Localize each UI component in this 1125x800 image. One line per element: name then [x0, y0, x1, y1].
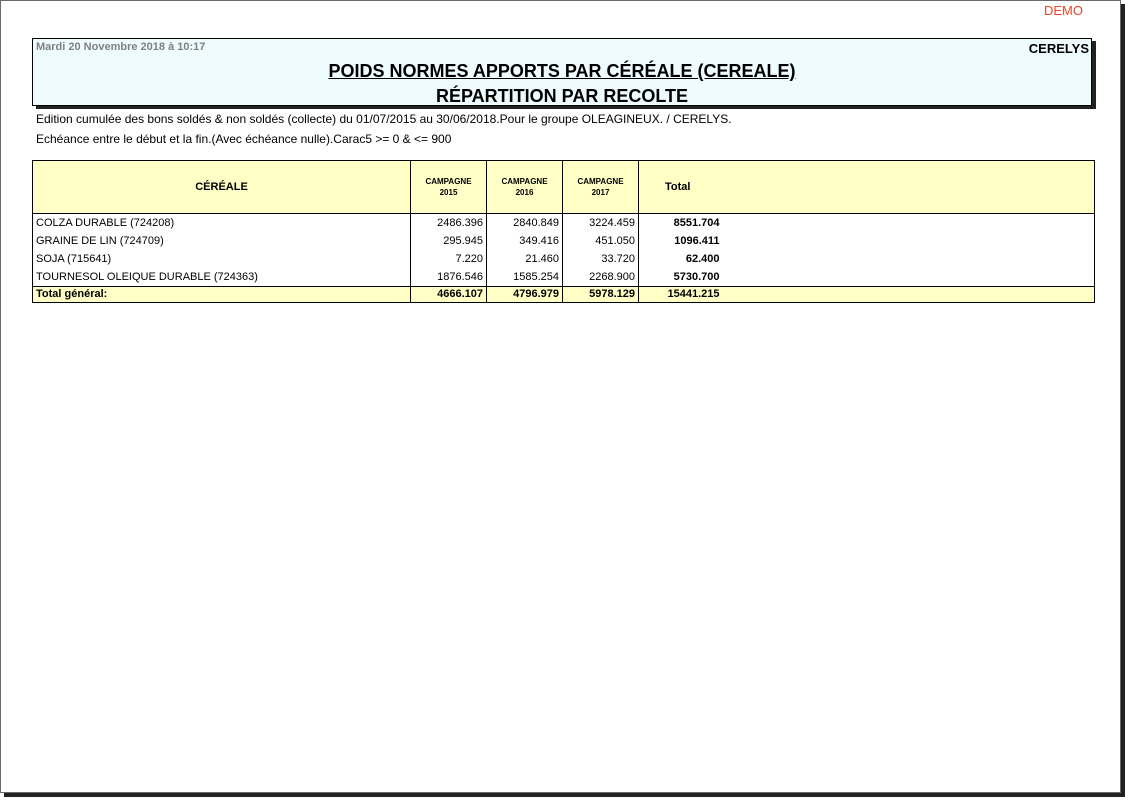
column-header-campagne-2016 — [487, 161, 563, 214]
column-header-campagne-2017 — [563, 161, 639, 214]
table-row — [33, 250, 1095, 268]
column-header-campagne-2015-line2: 2015 — [439, 188, 458, 197]
grand-total-2015: 4666.107 — [411, 287, 487, 303]
grand-total-value: 15441.215 — [639, 287, 720, 303]
column-header-cereale: CÉRÉALE — [33, 161, 411, 214]
grand-total-row — [33, 287, 1095, 303]
column-header-campagne-2017-line2: 2017 — [591, 188, 610, 197]
report-subtitle: RÉPARTITION PAR RECOLTE — [436, 86, 688, 106]
grand-total-2016: 4796.979 — [487, 287, 563, 303]
column-header-total: Total — [639, 161, 720, 214]
cell-filler — [720, 268, 1095, 287]
cell-campagne-2017: 3224.459 — [563, 214, 639, 233]
cell-campagne-2015: 295.945 — [411, 232, 487, 250]
cell-total: 8551.704 — [639, 214, 720, 233]
table-header-row — [33, 161, 1095, 214]
column-header-campagne-2016-line1: CAMPAGNE — [501, 177, 548, 186]
cell-cereale: TOURNESOL OLEIQUE DURABLE (724363) — [33, 268, 411, 287]
column-header-campagne-2015 — [411, 161, 487, 214]
cell-campagne-2017: 2268.900 — [563, 268, 639, 287]
cell-campagne-2016: 21.460 — [487, 250, 563, 268]
cell-campagne-2015: 7.220 — [411, 250, 487, 268]
filter-description: Edition cumulée des bons soldés & non soldés (collecte) du 01/07/2015 au 30/06/2018.Pour le groupe OLEAGINEUX. / CERELYS. — [36, 112, 732, 126]
report-title: POIDS NORMES APPORTS PAR CÉRÉALE (CEREALE) — [328, 61, 796, 81]
company-name: CERELYS — [1028, 41, 1089, 56]
cell-campagne-2017: 33.720 — [563, 250, 639, 268]
print-date: Mardi 20 Novembre 2018 à 10:17 — [36, 41, 206, 53]
report-header — [32, 38, 1092, 106]
cell-campagne-2016: 2840.849 — [487, 214, 563, 233]
report-table — [32, 160, 1095, 303]
cell-filler — [720, 214, 1095, 233]
filter-criteria: Echéance entre le début et la fin.(Avec échéance nulle).Carac5 >= 0 & <= 900 — [36, 132, 452, 146]
cell-cereale: COLZA DURABLE (724208) — [33, 214, 411, 233]
cell-campagne-2017: 451.050 — [563, 232, 639, 250]
cell-campagne-2015: 1876.546 — [411, 268, 487, 287]
cell-filler — [720, 250, 1095, 268]
cell-filler — [720, 232, 1095, 250]
cell-total: 1096.411 — [639, 232, 720, 250]
table-row — [33, 232, 1095, 250]
cell-campagne-2016: 1585.254 — [487, 268, 563, 287]
cell-cereale: GRAINE DE LIN (724709) — [33, 232, 411, 250]
table-row — [33, 268, 1095, 287]
cell-campagne-2015: 2486.396 — [411, 214, 487, 233]
grand-total-filler — [720, 287, 1095, 303]
cell-total: 5730.700 — [639, 268, 720, 287]
table-row — [33, 214, 1095, 233]
column-header-campagne-2016-line2: 2016 — [515, 188, 534, 197]
grand-total-2017: 5978.129 — [563, 287, 639, 303]
grand-total-label: Total général: — [33, 287, 411, 303]
cell-campagne-2016: 349.416 — [487, 232, 563, 250]
cell-total: 62.400 — [639, 250, 720, 268]
column-header-campagne-2017-line1: CAMPAGNE — [577, 177, 624, 186]
column-header-filler — [720, 161, 1095, 214]
cell-cereale: SOJA (715641) — [33, 250, 411, 268]
demo-watermark: DEMO — [1044, 3, 1083, 18]
column-header-campagne-2015-line1: CAMPAGNE — [425, 177, 472, 186]
